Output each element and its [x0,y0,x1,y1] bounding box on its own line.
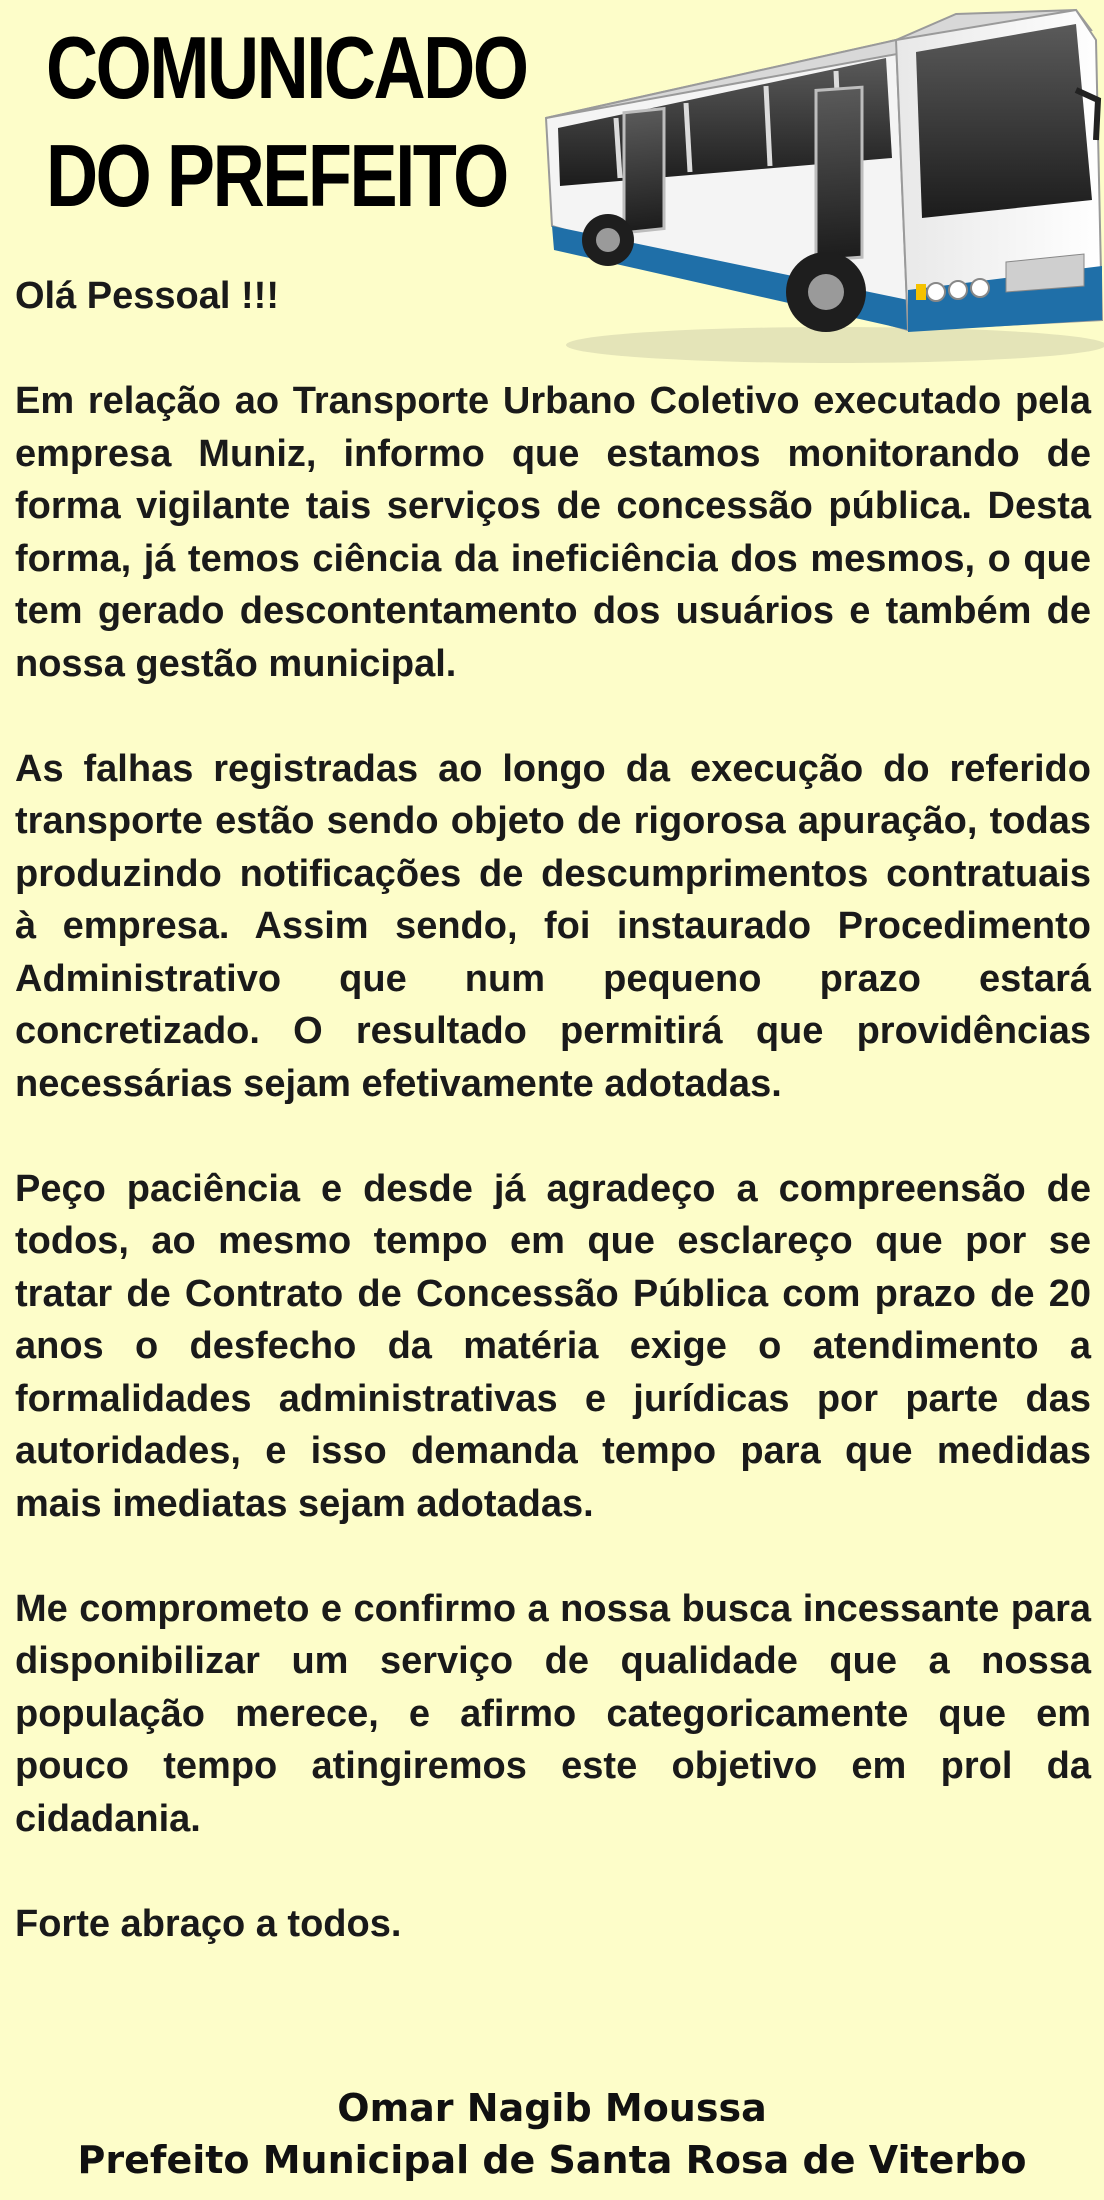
paragraph-commitment: Me comprometo e confirmo a nossa busca incessante para disponibilizar um serviço de qualidade que a nossa população merece, e afirmo categoricamente que em pouco tempo atingiremos este objetivo em prol da cidadania. [15,1587,1091,1840]
signature-role: Prefeito Municipal de Santa Rosa de Viterbo [77,2138,1027,2182]
paragraph-failures: As falhas registradas ao longo da execução do referido transporte estão sendo objeto de rigorosa apuração, todas produzindo notificações de descumprimentos contratuais à empresa. Assim sendo, foi instaurado Procedimento Administrativo que num pequeno prazo estará concretizado. O resultado permitirá que providências necessárias sejam efetivamente adotadas. [15,747,1091,1105]
page-title [46,14,526,230]
signature [0,2082,1104,2186]
title-line-2: DO PREFEITO [46,126,507,225]
title-line-1: COMUNICADO [46,18,527,117]
greeting: Olá Pessoal !!! [15,275,279,317]
signature-name: Omar Nagib Moussa [337,2086,767,2130]
paragraph-transport: Em relação ao Transporte Urbano Coletivo executado pela empresa Muniz, informo que estamos monitorando de forma vigilante tais serviços de concessão pública. Desta forma, já temos ciência da ineficiência dos mesmos, o que tem gerado descontentamento dos usuários e também de nossa gestão municipal. [15,380,1091,685]
paragraph-patience: Peço paciência e desde já agradeço a compreensão de todos, ao mesmo tempo em que esclareço que por se tratar de Contrato de Concessão Pública com prazo de 20 anos o desfecho da matéria exige o atendimento a formalidades administrativas e jurídicas por parte das autoridades, e isso demanda tempo para que medidas mais imediatas sejam adotadas. [15,1167,1091,1525]
closing: Forte abraço a todos. [15,1902,402,1945]
message-body [15,270,1091,2003]
